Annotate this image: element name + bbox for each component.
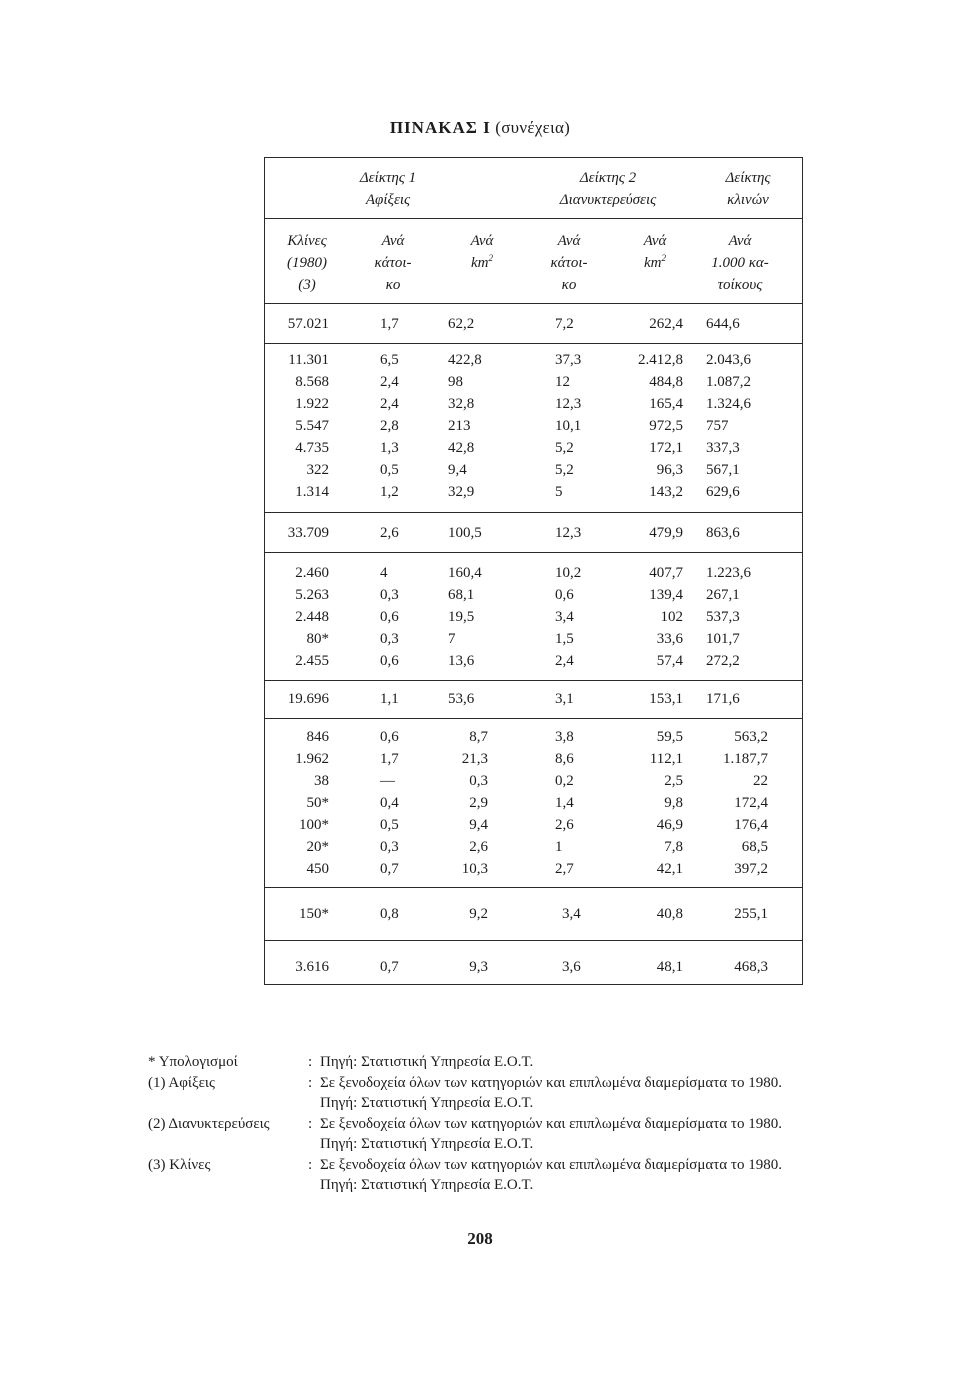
footnote-text: Πηγή: Στατιστική Υπηρεσία Ε.Ο.Τ. <box>320 1095 534 1111</box>
table-cell: 4.735 <box>295 440 329 456</box>
table-cell: 213 <box>448 418 471 434</box>
table-cell: 19.696 <box>287 691 329 707</box>
table-rule-2 <box>264 303 803 304</box>
table-cell: 0,7 <box>380 861 399 877</box>
table-cell: 1,7 <box>380 316 399 332</box>
table-cell: 42,8 <box>448 440 475 456</box>
table-cell: 7,2 <box>555 316 574 332</box>
table-cell: 2.412,8 <box>638 352 683 368</box>
table-cell: 7 <box>448 631 456 647</box>
table-cell: 479,9 <box>649 525 683 541</box>
footnote-text: Σε ξενοδοχεία όλων των κατηγοριών και επιπλωμένα διαμερίσματα το 1980. <box>320 1115 782 1132</box>
footnote-label <box>148 1093 308 1114</box>
footnote-text: Πηγή: Στατιστική Υπηρεσία Ε.Ο.Τ. <box>320 1054 534 1070</box>
column-header-6-line-2: 1.000 κα- <box>711 255 769 271</box>
column-header-2-line-1: Ανά <box>381 233 405 249</box>
table-cell: 21,3 <box>461 751 488 767</box>
table-cell: 644,6 <box>706 316 740 332</box>
table-cell: 139,4 <box>649 587 683 603</box>
table-cell: 10,2 <box>555 565 582 581</box>
table-cell: 972,5 <box>649 418 683 434</box>
table-cell: 46,9 <box>656 817 683 833</box>
table-cell: 4 <box>380 565 388 581</box>
table-cell: 59,5 <box>656 729 683 745</box>
table-cell: 2,7 <box>555 861 574 877</box>
table-cell: 33.709 <box>287 525 329 541</box>
footnote-colon: : <box>308 1115 313 1132</box>
table-cell: 863,6 <box>706 525 740 541</box>
column-header-1-line-1: Κλίνες <box>287 233 327 249</box>
table-cell: 101,7 <box>706 631 740 647</box>
table-cell: 397,2 <box>734 861 768 877</box>
table-cell: 20* <box>306 839 329 855</box>
group-header-3-line-2: κλινών <box>727 192 769 208</box>
table-cell: 3,8 <box>555 729 574 745</box>
table-cell: 11.301 <box>288 352 329 368</box>
table-cell: 112,1 <box>649 751 683 767</box>
table-cell: 0,6 <box>380 609 399 625</box>
table-cell: 563,2 <box>734 729 768 745</box>
table-cell: 0,3 <box>380 587 399 603</box>
table-cell: 19,5 <box>448 609 475 625</box>
group-header-1-line-1: Δείκτης 1 <box>359 170 417 186</box>
table-cell: 422,8 <box>448 352 482 368</box>
table-cell: 0,2 <box>555 773 574 789</box>
table-cell: 37,3 <box>555 352 582 368</box>
table-title-main: ΠΙΝΑΚΑΣ Ι <box>389 118 491 137</box>
table-cell: 68,1 <box>448 587 475 603</box>
table-cell: 1.962 <box>295 751 329 767</box>
footnote-row <box>148 1155 782 1176</box>
footnote-row <box>148 1093 782 1114</box>
table-cell: 2,5 <box>664 773 683 789</box>
column-header-4-line-3: κο <box>561 277 577 293</box>
table-cell: 757 <box>706 418 729 434</box>
table-cell: 150* <box>299 906 329 922</box>
footnote-row <box>148 1134 782 1155</box>
table-cell: 176,4 <box>734 817 768 833</box>
table-cell: 0,3 <box>380 631 399 647</box>
table-cell: 172,4 <box>734 795 768 811</box>
table-cell: 0,3 <box>469 773 488 789</box>
table-cell: 153,1 <box>649 691 683 707</box>
table-rule-9 <box>264 940 803 941</box>
table-cell: 1,7 <box>380 751 399 767</box>
table-cell: 262,4 <box>649 316 683 332</box>
table-cell: 567,1 <box>706 462 740 478</box>
footnote-row <box>148 1052 782 1073</box>
footnote-label: (1) Αφίξεις <box>148 1074 215 1091</box>
table-cell: 3,6 <box>562 959 581 975</box>
table-cell: 1.922 <box>295 396 329 412</box>
table-rule-1 <box>264 218 803 219</box>
group-header-3-line-1: Δείκτης <box>725 170 771 186</box>
footnote-colon: : <box>308 1074 313 1091</box>
table-cell: 7,8 <box>664 839 683 855</box>
column-header-2-line-3: κο <box>385 277 401 293</box>
table-cell: 0,6 <box>380 653 399 669</box>
table-cell: 267,1 <box>706 587 740 603</box>
footnote-colon <box>308 1134 320 1155</box>
footnote-text: Πηγή: Στατιστική Υπηρεσία Ε.Ο.Τ. <box>320 1136 534 1152</box>
table-rule-7 <box>264 718 803 719</box>
table-cell: 846 <box>306 729 329 745</box>
table-cell: 10,1 <box>555 418 582 434</box>
footnote-colon <box>308 1175 320 1196</box>
table-cell: 102 <box>660 609 683 625</box>
table-cell: 1 <box>555 839 563 855</box>
column-header-6-line-3: τοίκους <box>717 277 763 293</box>
table-cell: 2,6 <box>555 817 574 833</box>
table-cell: 32,8 <box>448 396 475 412</box>
column-header-4-line-2: κάτοι- <box>550 255 588 271</box>
table-cell: 42,1 <box>656 861 683 877</box>
table-rule-3 <box>264 343 803 344</box>
footnote-label: (3) Κλίνες <box>148 1156 211 1173</box>
table-title-suffix: (συνέχεια) <box>490 118 571 137</box>
table-cell: 1.087,2 <box>706 374 751 390</box>
table-cell: 53,6 <box>448 691 475 707</box>
table-cell: 272,2 <box>706 653 740 669</box>
table-cell: 38 <box>314 773 329 789</box>
table-cell: 0,8 <box>380 906 399 922</box>
footnote-label: (2) Διανυκτερεύσεις <box>148 1115 270 1132</box>
table-cell: 5 <box>555 484 563 500</box>
table-cell: 9,3 <box>469 959 488 975</box>
table-rule-6 <box>264 680 803 681</box>
table-cell: 0,3 <box>380 839 399 855</box>
group-header-1-line-2: Αφίξεις <box>365 192 411 208</box>
table-cell: 50* <box>306 795 329 811</box>
table-cell: 100* <box>299 817 329 833</box>
table-cell: 2,4 <box>380 374 399 390</box>
table-cell: 0,6 <box>380 729 399 745</box>
table-cell: 3,4 <box>555 609 574 625</box>
table-cell: 255,1 <box>734 906 768 922</box>
footnote-text: Σε ξενοδοχεία όλων των κατηγοριών και επιπλωμένα διαμερίσματα το 1980. <box>320 1074 782 1091</box>
table-cell: 5.547 <box>295 418 329 434</box>
table-cell: 629,6 <box>706 484 740 500</box>
table-cell: 0,4 <box>380 795 399 811</box>
page-number: 208 <box>467 1229 493 1248</box>
column-header-6-line-1: Ανά <box>728 233 752 249</box>
footnote-row <box>148 1114 782 1135</box>
table-cell: 48,1 <box>656 959 683 975</box>
table-cell: 5,2 <box>555 440 574 456</box>
footnotes <box>148 1052 782 1196</box>
table-rule-5 <box>264 552 803 553</box>
table-cell: 143,2 <box>649 484 683 500</box>
table-cell: 10,3 <box>461 861 488 877</box>
table-cell: 407,7 <box>649 565 683 581</box>
table-cell: 2,6 <box>469 839 488 855</box>
group-header-2-line-1: Δείκτης 2 <box>579 170 637 186</box>
table-cell: 12,3 <box>555 396 582 412</box>
table-cell: 13,6 <box>448 653 475 669</box>
table-cell: 171,6 <box>706 691 740 707</box>
table-cell: 2.043,6 <box>706 352 751 368</box>
table-cell: 98 <box>448 374 463 390</box>
table-cell: 0,5 <box>380 462 399 478</box>
footnote-colon <box>308 1093 320 1114</box>
column-header-5-line-1: Ανά <box>643 233 667 249</box>
table-cell: 0,5 <box>380 817 399 833</box>
table-cell: 322 <box>306 462 329 478</box>
footnote-row <box>148 1175 782 1196</box>
column-header-1-line-2: (1980) <box>287 255 327 271</box>
table-cell: 0,7 <box>380 959 399 975</box>
table-cell: 1,3 <box>380 440 399 456</box>
table-cell: 96,3 <box>656 462 683 478</box>
table-cell: 1,2 <box>380 484 399 500</box>
table-rule-8 <box>264 887 803 888</box>
table-cell: 9,8 <box>664 795 683 811</box>
table-cell: 12,3 <box>555 525 582 541</box>
table-cell: 172,1 <box>649 440 683 456</box>
table-cell: 9,2 <box>469 906 488 922</box>
table-cell: 8,7 <box>469 729 488 745</box>
footnote-label <box>148 1175 308 1196</box>
footnote-label <box>148 1134 308 1155</box>
table-cell: 9,4 <box>469 817 488 833</box>
table-cell: 484,8 <box>649 374 683 390</box>
table-rule-4 <box>264 512 803 513</box>
table-cell: 62,2 <box>448 316 475 332</box>
table-cell: 1.324,6 <box>706 396 751 412</box>
table-cell: 3,1 <box>555 691 574 707</box>
table-cell: 337,3 <box>706 440 740 456</box>
table-cell: 9,4 <box>448 462 467 478</box>
footnote-row <box>148 1073 782 1094</box>
table-cell: 3.616 <box>295 959 329 975</box>
table-cell: 1.314 <box>295 484 329 500</box>
table-cell: 2,8 <box>380 418 399 434</box>
column-header-3-line-1: Ανά <box>470 233 494 249</box>
column-header-2-line-2: κάτοι- <box>374 255 412 271</box>
table-cell: 57.021 <box>287 316 329 332</box>
table-cell: 468,3 <box>734 959 768 975</box>
table-cell: 22 <box>753 773 768 789</box>
table-cell: 1.223,6 <box>706 565 751 581</box>
table-cell: 1,1 <box>380 691 399 707</box>
footnote-colon: : <box>308 1054 313 1070</box>
table-cell: 1,4 <box>555 795 574 811</box>
table-cell: 165,4 <box>649 396 683 412</box>
table-cell: 2.455 <box>295 653 329 669</box>
table-cell: — <box>380 773 395 789</box>
footnote-label: * Υπολογισμοί <box>148 1054 238 1070</box>
table-cell: 3,4 <box>562 906 581 922</box>
column-header-3-line-2: $km^2$ <box>471 253 493 271</box>
table-cell: 80* <box>306 631 329 647</box>
table-cell: 8.568 <box>295 374 329 390</box>
table-cell: 57,4 <box>656 653 683 669</box>
table-cell: 2,4 <box>380 396 399 412</box>
table-cell: 2,6 <box>380 525 399 541</box>
table-cell: 2,9 <box>469 795 488 811</box>
table-cell: 1,5 <box>555 631 574 647</box>
table-cell: 32,9 <box>448 484 475 500</box>
group-header-2-line-2: Διανυκτερεύσεις <box>559 192 657 208</box>
table-cell: 450 <box>306 861 329 877</box>
column-header-5-line-2: $km^2$ <box>644 253 666 271</box>
table-cell: 100,5 <box>448 525 482 541</box>
table-cell: 2.448 <box>295 609 329 625</box>
table-cell: 40,8 <box>656 906 683 922</box>
table-cell: 537,3 <box>706 609 740 625</box>
table-cell: 1.187,7 <box>723 751 768 767</box>
column-header-1-line-3: (3) <box>298 277 316 293</box>
table-cell: 68,5 <box>741 839 768 855</box>
table-cell: 2,4 <box>555 653 574 669</box>
table-cell: 6,5 <box>380 352 399 368</box>
table-cell: 0,6 <box>555 587 574 603</box>
table-cell: 2.460 <box>295 565 329 581</box>
table-cell: 33,6 <box>656 631 683 647</box>
column-header-4-line-1: Ανά <box>557 233 581 249</box>
table-cell: 12 <box>555 374 570 390</box>
footnote-text: Πηγή: Στατιστική Υπηρεσία Ε.Ο.Τ. <box>320 1177 534 1193</box>
table-cell: 160,4 <box>448 565 482 581</box>
table-cell: 5,2 <box>555 462 574 478</box>
table-cell: 5.263 <box>295 587 329 603</box>
table-title <box>0 118 960 138</box>
table-cell: 8,6 <box>555 751 574 767</box>
footnote-text: Σε ξενοδοχεία όλων των κατηγοριών και επιπλωμένα διαμερίσματα το 1980. <box>320 1156 782 1173</box>
footnote-colon: : <box>308 1156 313 1173</box>
